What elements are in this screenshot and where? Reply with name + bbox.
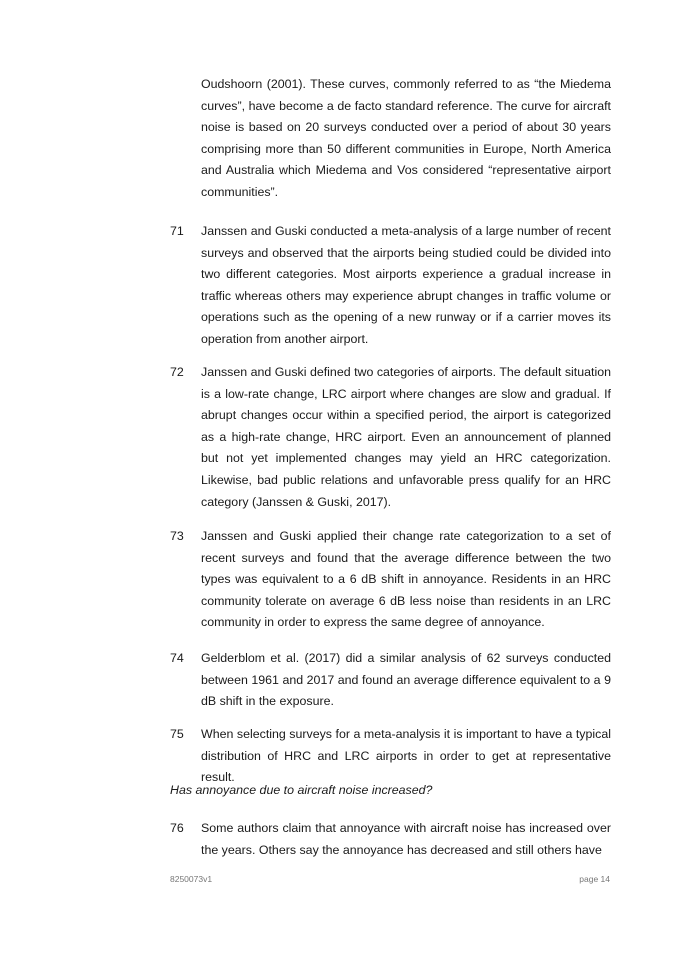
- continuation-paragraph: Oudshoorn (2001). These curves, commonly referred to as “the Miedema curves”, have become a de facto standard reference. The curve for aircraft noise is based on 20 surveys conducted over a period of about 30 years comprising more than 50 different communities in Europe, North America and Australia which Miedema and Vos considered “representative airport communities”.: [201, 77, 611, 199]
- paragraph-number: 73: [170, 529, 184, 543]
- paragraph-number: 72: [170, 365, 184, 379]
- paragraph-text: When selecting surveys for a meta-analysis it is important to have a typical distribution of HRC and LRC airports in order to get at representative result.: [201, 727, 611, 785]
- paragraph-number: 75: [170, 727, 184, 741]
- footer-doc-id: 8250073v1: [170, 874, 213, 884]
- footer-page-number: page 14: [579, 874, 610, 884]
- paragraph-number: 71: [170, 224, 184, 238]
- paragraph-text: Gelderblom et al. (2017) did a similar analysis of 62 surveys conducted between 1961 and 2017 and found an average difference equivalent to a 9 dB shift in the exposure.: [201, 651, 611, 709]
- section-heading: Has annoyance due to aircraft noise increased?: [170, 783, 433, 797]
- paragraph-text: Some authors claim that annoyance with aircraft noise has increased over the years. Others say the annoyance has decreased and still others have: [201, 821, 611, 857]
- paragraph-text: Janssen and Guski applied their change rate categorization to a set of recent surveys and found that the average difference between the two types was equivalent to a 6 dB shift in annoyance. Residents in an HRC community tolerate on average 6 dB less noise than residents in an LRC community in order to express the same degree of annoyance.: [201, 529, 611, 630]
- paragraph-number: 74: [170, 651, 184, 665]
- paragraph-text: Janssen and Guski conducted a meta-analysis of a large number of recent surveys and observed that the airports being studied could be divided into two different categories. Most airports experience a gradual increase in traffic whereas others may experience abrupt changes in traffic volume or operations such as the opening of a new runway or if a carrier moves its operation from another airport.: [201, 224, 611, 346]
- paragraph-text: Janssen and Guski defined two categories of airports. The default situation is a low-rate change, LRC airport where changes are slow and gradual. If abrupt changes occur within a specified period, the airport is categorized as a high-rate change, HRC airport. Even an announcement of planned but not yet implemented changes may yield an HRC categorization. Likewise, bad public relations and unfavorable press qualify for an HRC category (Janssen & Guski, 2017).: [201, 365, 611, 509]
- paragraph-number: 76: [170, 821, 184, 835]
